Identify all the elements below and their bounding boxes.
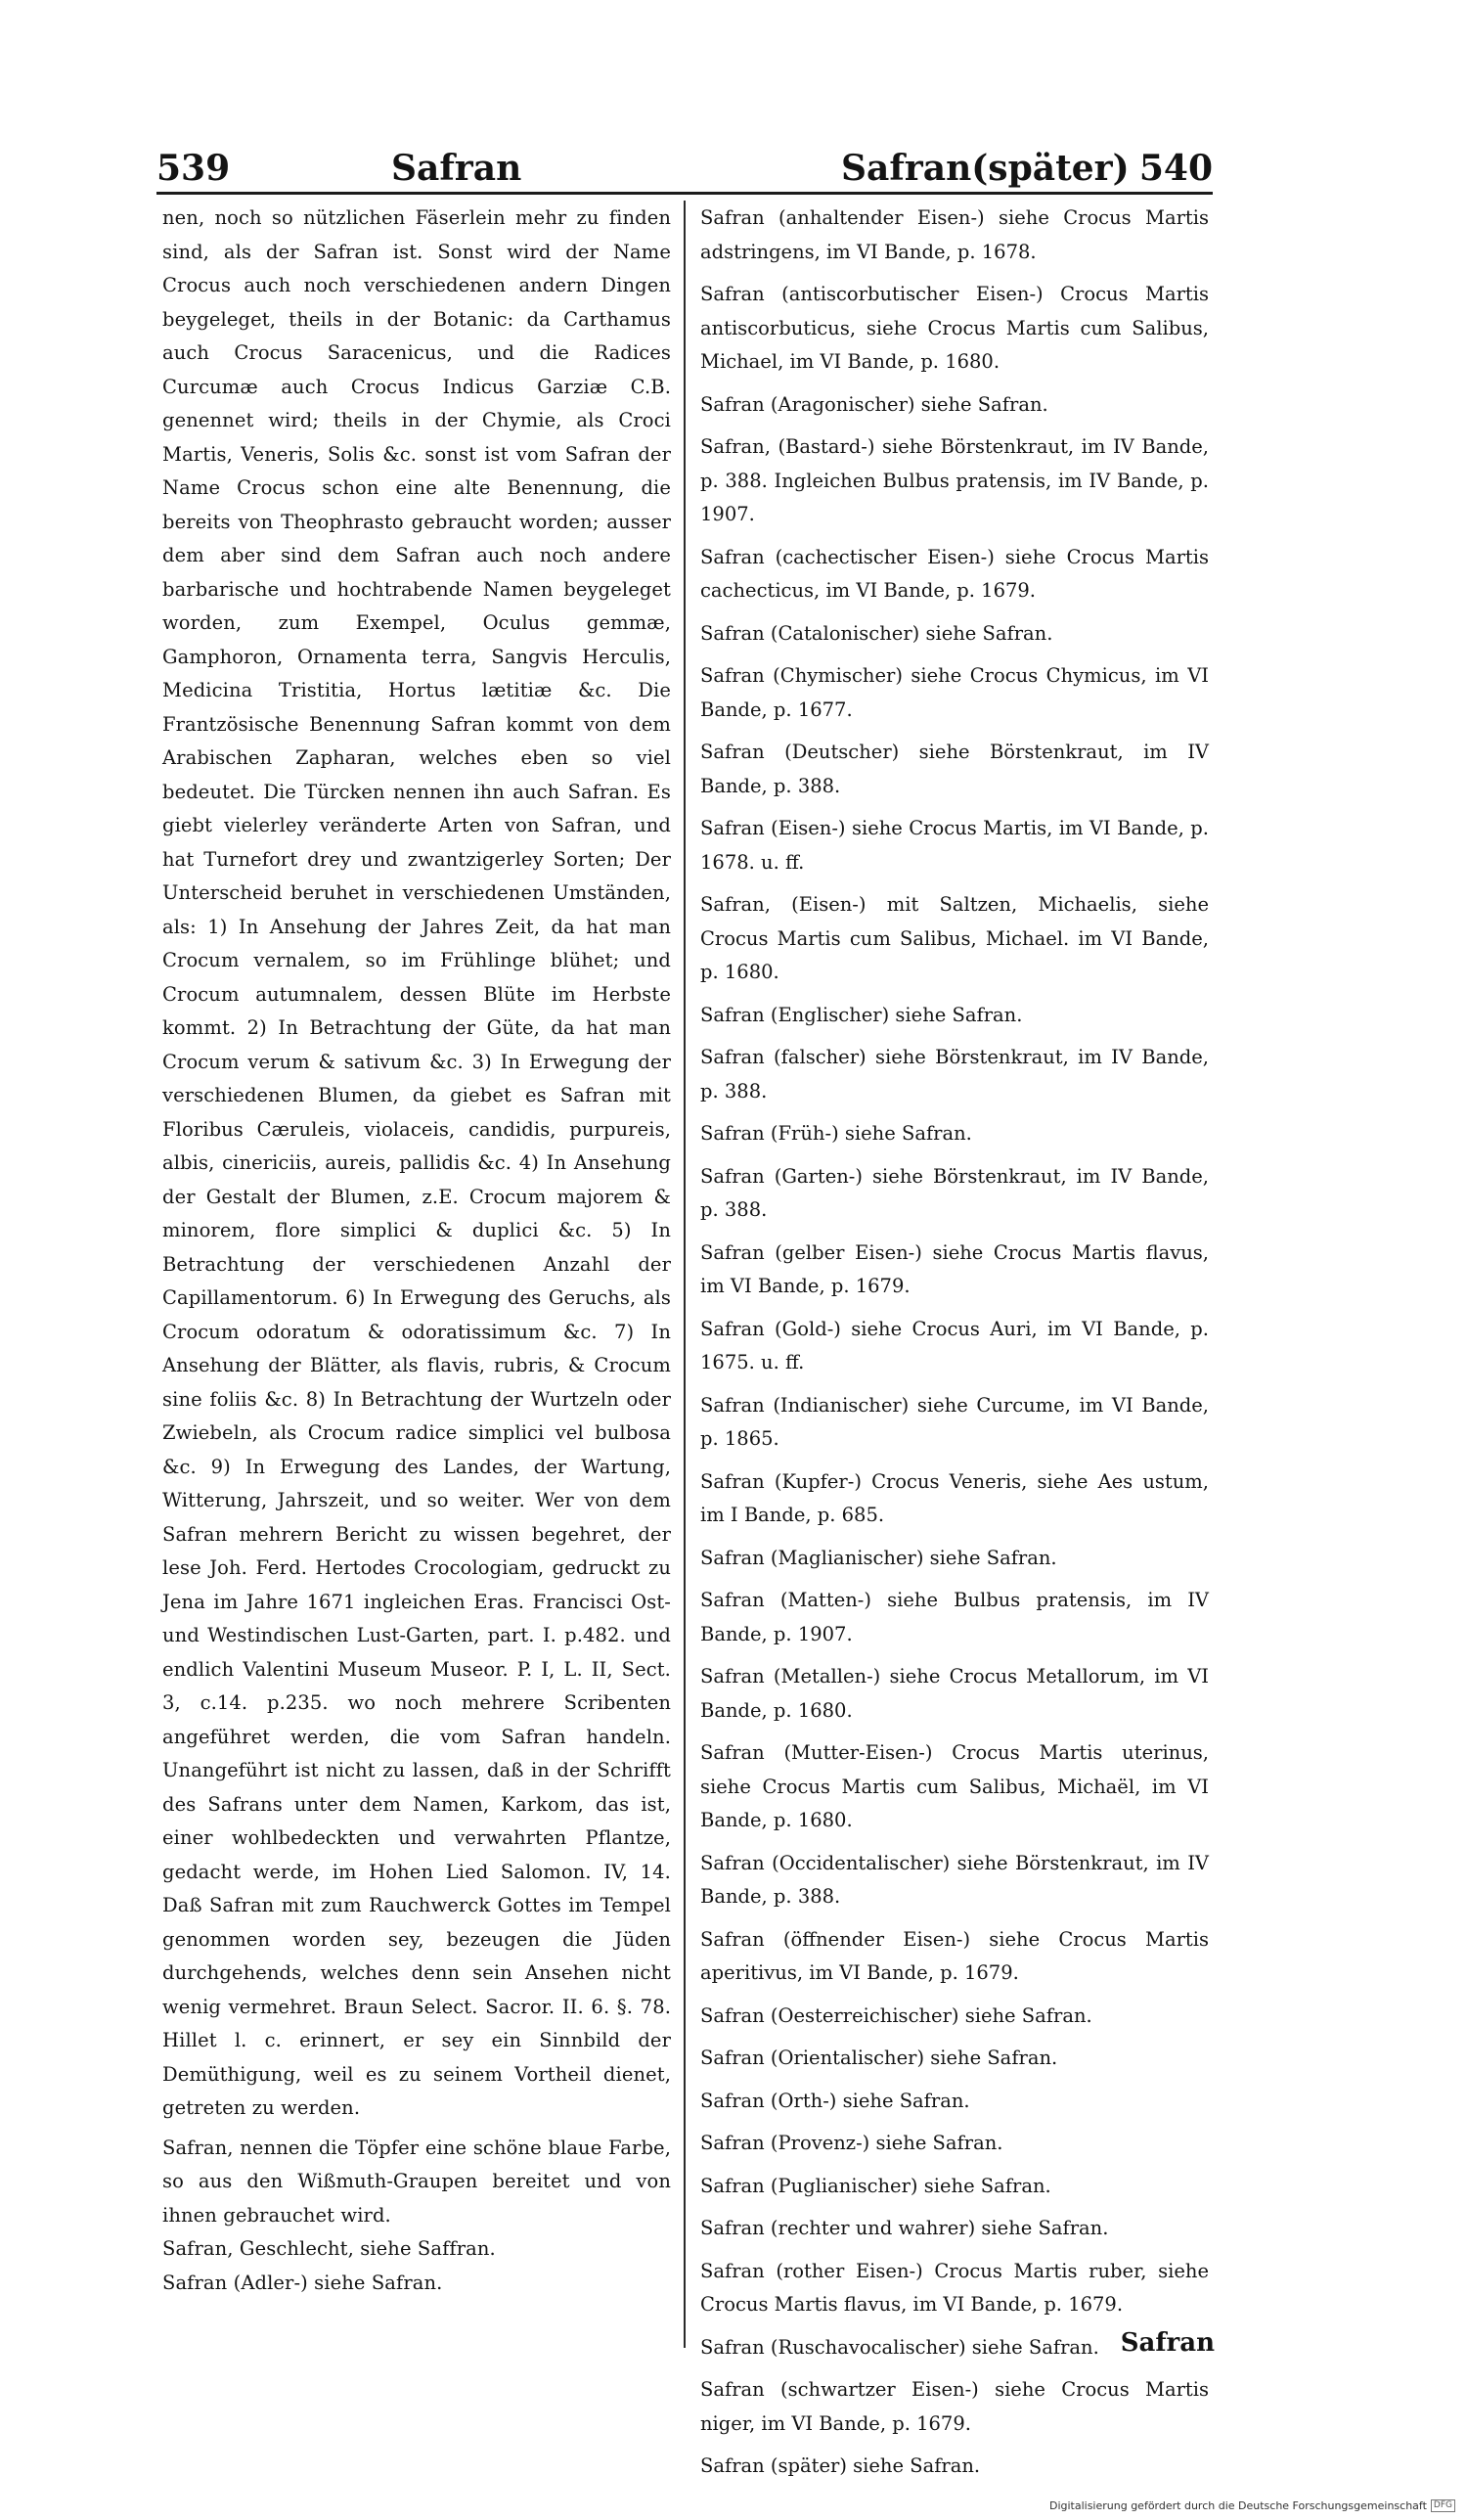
lexicon-entry: Safran (rother Eisen-) Crocus Martis ruber, siehe Crocus Martis flavus, im VI Bande, p. 1679. — [700, 2259, 1209, 2316]
lexicon-entry: Safran (später) siehe Safran. — [700, 2454, 981, 2477]
lexicon-entry: Safran (falscher) siehe Börstenkraut, im IV Bande, p. 388. — [700, 1046, 1209, 1102]
dfg-logo-icon: DFG — [1431, 2499, 1455, 2512]
lexicon-entry: Safran (Englischer) siehe Safran. — [700, 1003, 1023, 1026]
lexicon-entry: Safran (Eisen-) siehe Crocus Martis, im VI Bande, p. 1678. u. ff. — [700, 817, 1209, 874]
page-header — [156, 147, 1213, 196]
lexicon-entry: Safran (Chymischer) siehe Crocus Chymicus, im VI Bande, p. 1677. — [700, 664, 1209, 721]
lexicon-entry: Safran (Kupfer-) Crocus Veneris, siehe Aes ustum, im I Bande, p. 685. — [700, 1469, 1209, 1526]
lexicon-entry: Safran (Orth-) siehe Safran. — [700, 2089, 970, 2112]
lexicon-entry: Safran (Oesterreichischer) siehe Safran. — [700, 2003, 1092, 2027]
left-column — [162, 202, 671, 2300]
running-head-left: Safran — [391, 148, 522, 189]
page-number-right: 540 — [1138, 148, 1213, 189]
lexicon-entry: Safran (antiscorbutischer Eisen-) Crocus Martis antiscorbuticus, siehe Crocus Martis cum Salibus, Michael, im VI Bande, p. 1680. — [700, 283, 1209, 373]
lexicon-entry: Safran (Metallen-) siehe Crocus Metallorum, im VI Bande, p. 1680. — [700, 1665, 1209, 1722]
lexicon-entry: Safran (Provenz-) siehe Safran. — [700, 2132, 1003, 2154]
lexicon-entry: Safran (Catalonischer) siehe Safran. — [700, 621, 1053, 645]
running-head-right: Safran(später) — [841, 148, 1130, 189]
lexicon-entry: Safran (Puglianischer) siehe Safran. — [700, 2174, 1051, 2197]
credit-text: Digitalisierung gefördert durch die Deutsche Forschungsgemeinschaft — [1048, 2499, 1427, 2512]
lexicon-entry: Safran (Aragonischer) siehe Safran. — [700, 392, 1048, 416]
lexicon-entry: Safran (anhaltender Eisen-) siehe Crocus Martis adstringens, im VI Bande, p. 1678. — [700, 206, 1209, 263]
lexicon-entry: Safran (Ruschavocalischer) siehe Safran. — [700, 2335, 1099, 2359]
lexicon-entry: Safran, (Bastard-) siehe Börstenkraut, im IV Bande, p. 388. Ingleichen Bulbus pratensis, im IV Bande, p. 1907. — [700, 435, 1209, 525]
lexicon-entry: Safran (Gold-) siehe Crocus Auri, im VI Bande, p. 1675. u. ff. — [700, 1317, 1209, 1373]
digitization-credit — [1049, 2499, 1455, 2512]
lexicon-entry: Safran (Orientalischer) siehe Safran. — [700, 2047, 1058, 2069]
page-number-left: 539 — [156, 148, 231, 189]
column-divider — [684, 201, 686, 2348]
lexicon-entry: Safran (schwartzer Eisen-) siehe Crocus Martis niger, im VI Bande, p. 1679. — [700, 2378, 1209, 2435]
lexicon-entry: Safran (Indianischer) siehe Curcume, im VI Bande, p. 1865. — [700, 1393, 1209, 1450]
lexicon-entry: Safran (cachectischer Eisen-) siehe Crocus Martis cachecticus, im VI Bande, p. 1679. — [700, 545, 1209, 602]
right-column — [700, 202, 1209, 2493]
lexicon-entry: Safran (Mutter-Eisen-) Crocus Martis uterinus, siehe Crocus Martis cum Salibus, Michaël, im VI Bande, p. 1680. — [700, 1741, 1209, 1831]
lexicon-entry: Safran (Deutscher) siehe Börstenkraut, im IV Bande, p. 388. — [700, 741, 1209, 797]
entry-paragraph: Safran, Geschlecht, siehe Saffran. — [162, 2237, 496, 2260]
lexicon-entry: Safran, (Eisen-) mit Saltzen, Michaelis, siehe Crocus Martis cum Salibus, Michael. im VI Bande, p. 1680. — [700, 893, 1209, 983]
lexicon-entry: Safran (Garten-) siehe Börstenkraut, im IV Bande, p. 388. — [700, 1164, 1209, 1221]
entry-paragraph: nen, noch so nützlichen Fäserlein mehr zu finden sind, als der Safran ist. Sonst wird der Name Crocus auch noch verschiedenen andern Dingen beygeleget, theils in der Botanic: da Carthamus auch Crocus Saracenicus, und die Radices Curcumæ auch Crocus Indicus Garziæ C.B. genennet wird; theils in der Chymie, als Croci Martis, Veneris, Solis &c. sonst ist vom Safran der Name Crocus schon eine alte Benennung, die bereits von Theophrasto gebraucht worden; ausser dem aber sind dem Safran auch noch andere barbarische und hochtrabende Namen beygeleget worden, zum Exempel, Oculus gemmæ, Gamphoron, Ornamenta terra, Sangvis Herculis, Medicina Tristitia, Hortus lætitiæ &c. Die Frantzösische Benennung Safran kommt von dem Arabischen Zapharan, welches eben so viel bedeutet. Die Türcken nennen ihn auch Safran. Es giebt vielerley veränderte Arten von Safran, und hat Turnefort drey und zwantzigerley Sorten; Der Unterscheid beruhet in verschiedenen Umständen, als: 1) In Ansehung der Jahres Zeit, da hat man Crocum vernalem, so im Frühlinge blühet; und Crocum autumnalem, dessen Blüte im Herbste kommt. 2) In Betrachtung der Güte, da hat man Crocum verum & sativum &c. 3) In Erwegung der verschiedenen Blumen, da giebet es Safran mit Floribus Cæruleis, violaceis, candidis, purpureis, albis, cinericiis, aureis, pallidis &c. 4) In Ansehung der Gestalt der Blumen, z.E. Crocum majorem & minorem, flore simplici & duplici &c. 5) In Betrachtung der verschiedenen Anzahl der Capillamentorum. 6) In Erwegung des Geruchs, als Crocum odoratum & odoratissimum &c. 7) In Ansehung der Blätter, als flavis, rubris, & Crocum sine foliis &c. 8) In Betrachtung der Wurtzeln oder Zwiebeln, als Crocum radice simplici vel bulbosa &c. 9) In Erwegung des Landes, der Wartung, Witterung, Jahrszeit, und so weiter. Wer von dem Safran mehrern Bericht zu wissen begehret, der lese Joh. Ferd. Hertodes Crocologiam, gedruckt zu Jena im Jahre 1671 ingleichen Eras. Francisci Ost- und Westindischen Lust-Garten, part. I. p.482. und endlich Valentini Museum Museor. P. I, L. II, Sect. 3, c.14. p.235. wo noch mehrere Scribenten angeführet werden, die vom Safran handeln. Unangeführt ist nicht zu lassen, daß in der Schrifft des Safrans unter dem Namen, Karkom, das ist, einer wohlbedeckten und verwahrten Pflantze, gedacht werde, im Hohen Lied Salomon. IV, 14. Daß Safran mit zum Rauchwerck Gottes im Tempel genommen worden sey, bezeugen die Jüden durchgehends, welches denn sein Ansehen nicht wenig vermehret. Braun Select. Sacror. II. 6. §. 78. Hillet l. c. erinnert, er sey ein Sinnbild der Demüthigung, weil es zu seinem Vortheil dienet, getreten zu werden. — [162, 206, 671, 2119]
entry-paragraph: Safran (Adler-) siehe Safran. — [162, 2271, 443, 2294]
header-rule — [156, 192, 1213, 195]
lexicon-entry: Safran (gelber Eisen-) siehe Crocus Martis flavus, im VI Bande, p. 1679. — [700, 1240, 1209, 1297]
catchword: Safran — [1120, 2328, 1215, 2358]
lexicon-entry: Safran (rechter und wahrer) siehe Safran. — [700, 2217, 1109, 2239]
entry-paragraph: Safran, nennen die Töpfer eine schöne blaue Farbe, so aus den Wißmuth-Graupen bereitet und von ihnen gebrauchet wird. — [162, 2136, 671, 2227]
lexicon-entry: Safran (öffnender Eisen-) siehe Crocus Martis aperitivus, im VI Bande, p. 1679. — [700, 1927, 1209, 1984]
lexicon-entry: Safran (Maglianischer) siehe Safran. — [700, 1546, 1057, 1569]
lexicon-entry: Safran (Occidentalischer) siehe Börstenkraut, im IV Bande, p. 388. — [700, 1851, 1209, 1908]
lexicon-entry: Safran (Früh-) siehe Safran. — [700, 1122, 972, 1145]
lexicon-entry: Safran (Matten-) siehe Bulbus pratensis, im IV Bande, p. 1907. — [700, 1589, 1209, 1645]
